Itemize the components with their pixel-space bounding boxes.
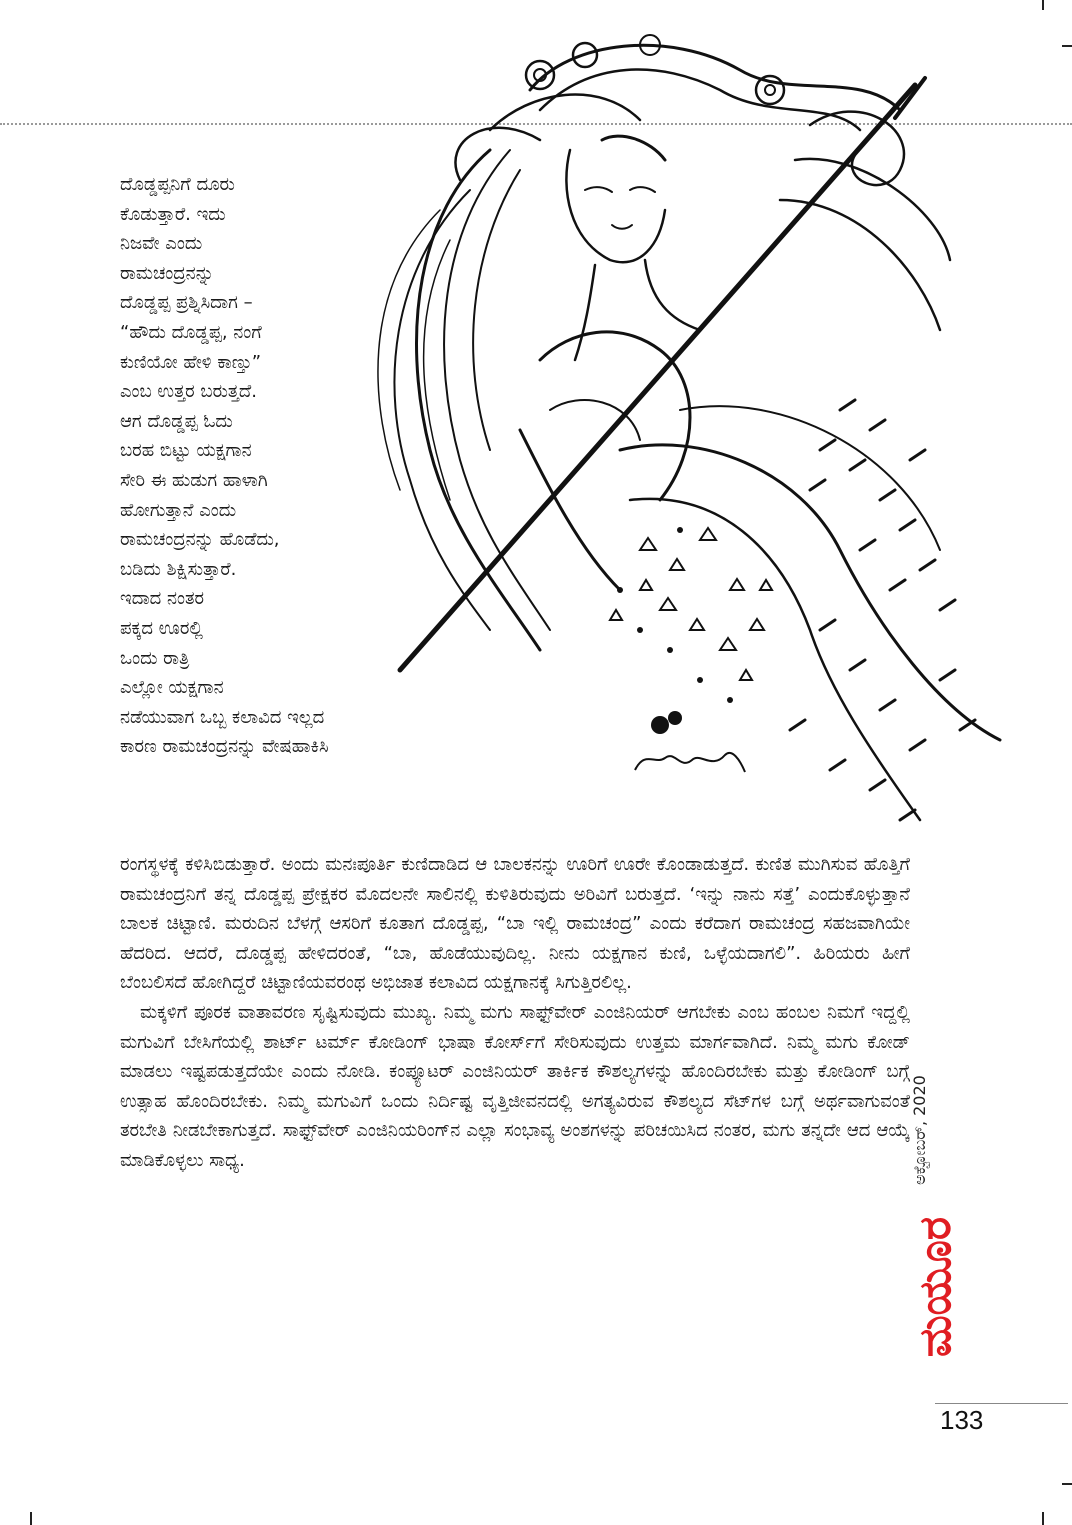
text-line: ಸೇರಿ ಈ ಹುಡುಗ ಹಾಳಾಗಿ [120, 469, 268, 491]
text-line: ಹೋಗುತ್ತಾನೆ ಎಂದು [120, 499, 237, 521]
paragraph-chittani: ರಂಗಸ್ಥಳಕ್ಕೆ ಕಳಿಸಿಬಿಡುತ್ತಾರೆ. ಅಂದು ಮನಃಪೂರ್ತಿ ಕುಣಿದಾಡಿದ ಆ ಬಾಲಕನನ್ನು ಊರಿಗೆ ಊರೇ ಕೊಂಡಾಡುತ್ತದೆ. ಕುಣಿತ ಮುಗಿಸುವ ಹೊತ್ತಿಗೆ ರಾಮಚಂದ್ರನಿಗೆ ತನ್ನ ದೊಡ್ಡಪ್ಪ ಪ್ರೇಕ್ಷಕರ ಮೊದಲನೇ ಸಾಲಿನಲ್ಲಿ ಕುಳಿತಿರುವುದು ಅರಿವಿಗೆ ಬರುತ್ತದೆ. ‘ಇನ್ನು ನಾನು ಸತ್ತೆ’ ಎಂದುಕೊಳ್ಳುತ್ತಾನೆ ಬಾಲಕ ಚಿಟ್ಟಾಣಿ. ಮರುದಿನ ಬೆಳಗ್ಗೆ ಆಸರಿಗೆ ಕೂತಾಗ ದೊಡ್ಡಪ್ಪ, “ಬಾ ಇಲ್ಲಿ ರಾಮಚಂದ್ರ” ಎಂದು ಕರೆದಾಗ ರಾಮಚಂದ್ರ ಸಹಜವಾಗಿಯೇ ಹೆದರಿದ. ಆದರೆ, ದೊಡ್ಡಪ್ಪ ಹೇಳಿದರಂತೆ, “ಬಾ, ಹೊಡೆಯುವುದಿಲ್ಲ. ನೀನು ಯಕ್ಷಗಾನ ಕುಣಿ, ಒಳ್ಳೆಯದಾಗಲಿ”. ಹಿರಿಯರು ಹೀಗೆ ಬೆಂಬಲಿಸದೆ ಹೋಗಿದ್ದರೆ ಚಿಟ್ಟಾಣಿಯವರಂಥ ಅಭಿಜಾತ ಕಲಾವಿದ ಯಕ್ಷಗಾನಕ್ಕೆ ಸಿಗುತ್ತಿರಲಿಲ್ಲ. [120, 854, 910, 994]
wrapped-text-column [120, 170, 450, 762]
artist-signature [635, 753, 745, 772]
page-number-rule [935, 1403, 1068, 1404]
text-line: ಕಾರಣ ರಾಮಚಂದ್ರನನ್ನು ವೇಷಹಾಕಿಸಿ [120, 736, 329, 758]
text-line: ಒಂದು ರಾತ್ರಿ [120, 647, 190, 669]
magazine-masthead: ಮಯೂರ [910, 1216, 961, 1358]
crop-mark-left-bottom [30, 1512, 32, 1525]
crop-mark-top [1042, 0, 1044, 10]
text-line: ಬರಹ ಬಿಟ್ಟು ಯಕ್ಷಗಾನ [120, 440, 252, 462]
text-line: ದೊಡ್ಡಪ್ಪ ಪ್ರಶ್ನಿಸಿದಾಗ – [120, 292, 253, 314]
crop-mark-right-top [1062, 45, 1072, 47]
article-body [120, 850, 910, 1176]
text-line: ರಾಮಚಂದ್ರನನ್ನು [120, 262, 214, 284]
crop-mark-bottom [1042, 1512, 1044, 1525]
text-line: ರಾಮಚಂದ್ರನನ್ನು ಹೊಡೆದು, [120, 529, 280, 551]
text-line: ಕೊಡುತ್ತಾರೆ. ಇದು [120, 203, 226, 225]
text-line: “ಹೌದು ದೊಡ್ಡಪ್ಪ, ನಂಗೆ [120, 321, 262, 343]
page-number: 133 [940, 1405, 984, 1435]
crop-mark-right-bottom [1062, 1483, 1072, 1485]
text-line: ಇದಾದ ನಂತರ [120, 588, 205, 610]
text-line: ಎಂಬ ಉತ್ತರ ಬರುತ್ತದೆ. [120, 381, 257, 403]
text-line: ಪಕ್ಕದ ಊರಲ್ಲಿ [120, 617, 203, 639]
text-line: ಬಡಿದು ಶಿಕ್ಷಿಸುತ್ತಾರೆ. [120, 558, 237, 580]
text-line: ಆಗ ದೊಡ್ಡಪ್ಪ ಓದು [120, 410, 233, 432]
paragraph-software: ಮಕ್ಕಳಿಗೆ ಪೂರಕ ವಾತಾವರಣ ಸೃಷ್ಟಿಸುವುದು ಮುಖ್ಯ. ನಿಮ್ಮ ಮಗು ಸಾಫ್ಟ್‌ವೇರ್ ಎಂಜಿನಿಯರ್ ಆಗಬೇಕು ಎಂಬ ಹಂಬಲ ನಿಮಗೆ ಇದ್ದಲ್ಲಿ ಮಗುವಿಗೆ ಬೇಸಿಗೆಯಲ್ಲಿ ಶಾರ್ಟ್ ಟರ್ಮ್ ಕೋಡಿಂಗ್ ಭಾಷಾ ಕೋರ್ಸ್‌ಗೆ ಸೇರಿಸುವುದು ಉತ್ತಮ ಮಾರ್ಗವಾಗಿದೆ. ನಿಮ್ಮ ಮಗು ಕೋಡ್ ಮಾಡಲು ಇಷ್ಟಪಡುತ್ತದೆಯೇ ಎಂದು ನೋಡಿ. ಕಂಪ್ಯೂಟರ್ ಎಂಜಿನಿಯರ್ ತಾರ್ಕಿಕ ಕೌಶಲ್ಯಗಳನ್ನು ಹೊಂದಿರಬೇಕು ಮತ್ತು ಕೋಡಿಂಗ್ ಬಗ್ಗೆ ಉತ್ಸಾಹ ಹೊಂದಿರಬೇಕು. ನಿಮ್ಮ ಮಗುವಿಗೆ ಒಂದು ನಿರ್ದಿಷ್ಟ ವೃತ್ತಿಜೀವನದಲ್ಲಿ ಅಗತ್ಯವಿರುವ ಕೌಶಲ್ಯದ ಸೆಟ್‌ಗಳ ಬಗ್ಗೆ ಅರ್ಥವಾಗುವಂತೆ ತರಬೇತಿ ನೀಡಬೇಕಾಗುತ್ತದೆ. ಸಾಫ್ಟ್‌ವೇರ್ ಎಂಜಿನಿಯರಿಂಗ್‌ನ ಎಲ್ಲಾ ಸಂಭಾವ್ಯ ಅಂಶಗಳನ್ನು ಪರಿಚಯಿಸಿದ ನಂತರ, ಮಗು ತನ್ನದೇ ಆದ ಆಯ್ಕೆ ಮಾಡಿಕೊಳ್ಳಲು ಸಾಧ್ಯ. [120, 1001, 910, 1171]
text-line: ನಡೆಯುವಾಗ ಒಬ್ಬ ಕಲಾವಿದ ಇಲ್ಲದ [120, 706, 325, 728]
text-line: ದೊಡ್ಡಪ್ಪನಿಗೆ ದೂರು [120, 174, 235, 195]
text-line: ಕುಣಿಯೋ ಹೇಳಿ ಕಾಣ್ತು” [120, 351, 262, 373]
issue-date: ಅಕ್ಟೋಬರ್, 2020 [910, 1075, 929, 1185]
text-line: ನಿಜವೇ ಎಂದು [120, 233, 203, 255]
text-line: ಎಲ್ಲೋ ಯಕ್ಷಗಾನ [120, 677, 224, 699]
